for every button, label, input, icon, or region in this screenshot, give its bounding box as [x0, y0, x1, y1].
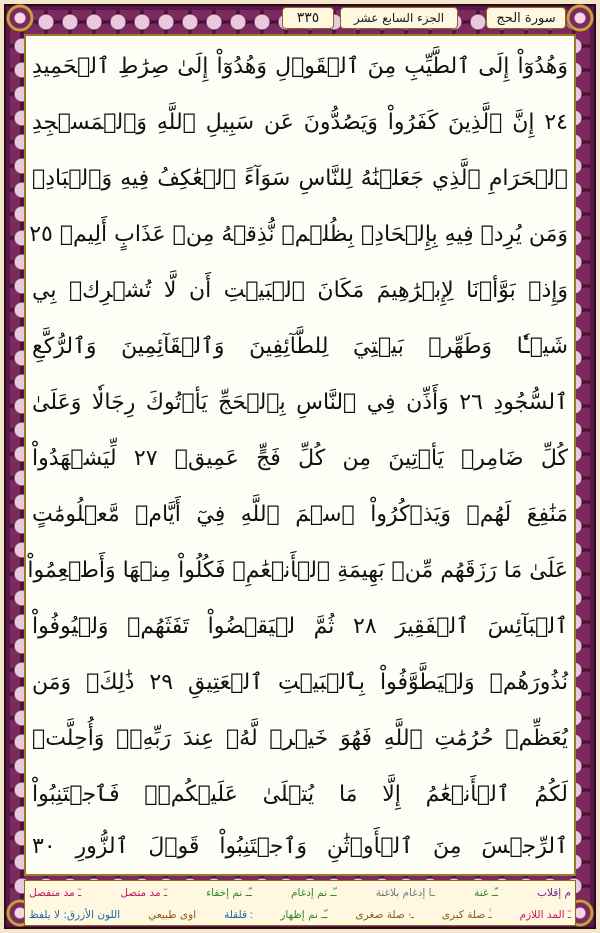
page-header	[24, 4, 576, 32]
surah-title: سورة الحج	[486, 7, 566, 29]
text-line: وَهُدُوٓاْ إِلَى ٱلطَّيِّبِ مِنَ ٱلۡقَوۡلِ وَهُدُوٓاْ إِلَىٰ صِرَٰطِ ٱلۡحَمِيدِ	[32, 54, 568, 79]
text-line: كُلِّ ضَامِرٖ يَأۡتِينَ مِن كُلِّ فَجٍّ عَمِيقٖ ٢٧ لِّيَشۡهَدُواْ	[32, 446, 568, 471]
legend-item: ـۡ قلقلة	[224, 908, 253, 921]
quran-text-page	[24, 34, 576, 876]
legend-row	[29, 904, 571, 926]
text-line: نُذُورَهُمۡ وَلۡيَطَّوَّفُواْ بِٱلۡبَيۡتِ ٱلۡعَتِيقِ ٢٩ ذَٰلِكَۖ وَمَن	[32, 670, 568, 695]
text-line: ٢٤ إِنَّ ٱلَّذِينَ كَفَرُواْ وَيَصُدُّونَ عَن سَبِيلِ ٱللَّهِ وَٱلۡمَسۡجِدِ	[32, 110, 568, 135]
juz-title: الجزء السابع عشر	[340, 7, 458, 29]
legend-item: ـٰ صلة كبرى	[441, 909, 492, 921]
text-line: وَمَن يُرِدۡ فِيهِ بِإِلۡحَادِۭ بِظُلۡمٖ نُّذِقۡهُ مِنۡ عَذَابٍ أَلِيمٖ ٢٥	[29, 222, 568, 247]
legend-row	[29, 882, 571, 904]
legend-item: ـّـ نم إدغام	[291, 887, 337, 899]
legend-item: ـۥ صلة صغرى	[355, 908, 414, 921]
text-line: يُعَظِّمۡ حُرُمَٰتِ ٱللَّهِ فَهُوَ خَيۡرٞ لَّهُۥ عِندَ رَبِّهِۦۗ وَأُحِلَّتۡ	[32, 726, 568, 751]
text-line: ٱلۡبَآئِسَ ٱلۡفَقِيرَ ٢٨ ثُمَّ لۡيَقۡضُواْ تَفَثَهُمۡ وَلۡيُوفُواْ	[32, 614, 568, 639]
legend-item: ـّـ نم إظهار	[280, 909, 328, 921]
legend-item: ـّـ غنة	[474, 887, 498, 899]
legend-item: ـّـ نم إخفاء	[206, 887, 252, 899]
text-line: مَنَٰفِعَ لَهُمۡ وَيَذۡكُرُواْ ٱسۡمَ ٱللَّهِ فِيٓ أَيَّامٖ مَّعۡلُومَٰتٍ	[32, 502, 568, 527]
text-line: عَلَىٰ مَا رَزَقَهُم مِّنۢ بَهِيمَةِ ٱلۡأَنۡعَٰمِۖ فَكُلُواْ مِنۡهَا وَأَطۡعِمُواْ	[27, 558, 568, 583]
legend-item: ـا إدغام بلاغنة	[375, 887, 435, 899]
text-line: ٱلرِّجۡسَ مِنَ ٱلۡأَوۡثَٰنِ وَٱجۡتَنِبُواْ قَوۡلَ ٱلزُّورِ ٣٠	[32, 834, 568, 859]
page-number: ٣٣٥	[282, 7, 334, 29]
legend-item: ـٓ مد متصل	[120, 887, 168, 899]
text-line: وَإِذۡ بَوَّأۡنَا لِإِبۡرَٰهِيمَ مَكَانَ ٱلۡبَيۡتِ أَن لَّا تُشۡرِكۡ بِي	[32, 278, 568, 303]
legend-item: م إقلاب	[537, 887, 571, 899]
text-line: لَكُمُ ٱلۡأَنۡعَٰمُ إِلَّا مَا يُتۡلَىٰ عَلَيۡكُمۡۖ فَٱجۡتَنِبُواْ	[32, 782, 568, 807]
tajweed-legend	[24, 880, 576, 926]
text-line: ٱلسُّجُودِ ٢٦ وَأَذِّن فِي ٱلنَّاسِ بِٱلۡحَجِّ يَأۡتُوكَ رِجَالٗا وَعَلَىٰ	[32, 390, 568, 415]
legend-item: اللون الأزرق: لا يلفظ	[29, 909, 121, 921]
text-line: شَيۡـٔٗا وَطَهِّرۡ بَيۡتِيَ لِلطَّآئِفِينَ وَٱلۡقَآئِمِينَ وَٱلرُّكَّعِ	[32, 334, 568, 359]
text-line: ٱلۡحَرَامِ ٱلَّذِي جَعَلۡنَٰهُ لِلنَّاسِ سَوَآءً ٱلۡعَٰكِفُ فِيهِ وَٱلۡبَادِۚ	[32, 166, 568, 191]
legend-item: اوى طبيعي	[148, 909, 197, 921]
legend-item: ـٓ مد منفصل	[29, 887, 82, 899]
legend-item: ـٓ المد اللازم	[519, 909, 571, 921]
